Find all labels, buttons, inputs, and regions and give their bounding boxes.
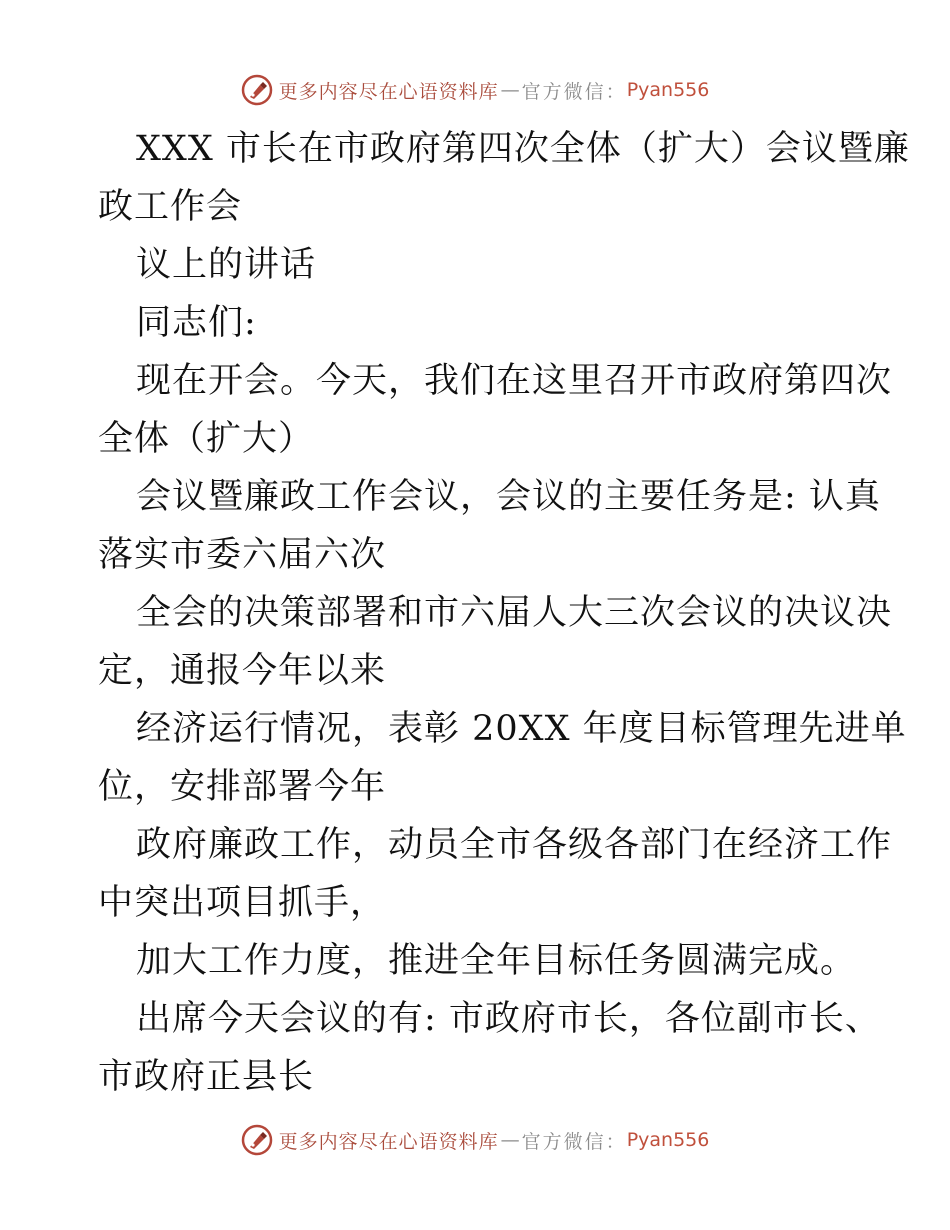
text-line: 会议暨廉政工作会议，会议的主要任务是: 认真 [136,477,881,517]
header-banner [0,70,950,110]
footer-banner [0,1120,950,1160]
text-line: 中突出项目抓手， [98,883,387,923]
pen-nib-logo-icon [241,74,273,106]
text-line: 同志们: [136,303,257,343]
text-line: 定，通报今年以来 [98,651,387,691]
banner-dash: — [500,1129,520,1151]
text-line: 议上的讲话 [136,245,317,285]
text-line: 现在开会。今天，我们在这里召开市政府第四次 [136,361,893,401]
wechat-label: 官方微信： [521,80,627,103]
banner-text: 更多内容尽在心语资料库 [278,80,499,103]
banner-text: 更多内容尽在心语资料库 [278,1130,499,1153]
wechat-id: Pyan556 [626,1129,710,1151]
text-line: 全体（扩大） [98,419,315,459]
pen-nib-logo-icon [241,1124,273,1156]
text-line: 全会的决策部署和市六届人大三次会议的决议决 [136,593,893,633]
text-line: 政工作会 [98,187,243,227]
text-line: 出席今天会议的有: 市政府市长，各位副市长、 [136,999,881,1039]
text-line: 落实市委六届六次 [98,535,387,575]
text-line: XXX 市长在市政府第四次全体（扩大）会议暨廉 [136,129,910,169]
text-line: 位，安排部署今年 [98,767,387,807]
banner-dash: — [500,79,520,101]
text-line: 经济运行情况，表彰 20XX 年度目标管理先进单 [136,709,907,749]
text-line: 加大工作力度，推进全年目标任务圆满完成。 [136,941,857,981]
text-line: 市政府正县长 [98,1057,315,1097]
text-line: 政府廉政工作，动员全市各级各部门在经济工作 [136,825,893,865]
document-body [98,120,910,1106]
wechat-label: 官方微信： [521,1130,627,1153]
wechat-id: Pyan556 [626,79,710,101]
